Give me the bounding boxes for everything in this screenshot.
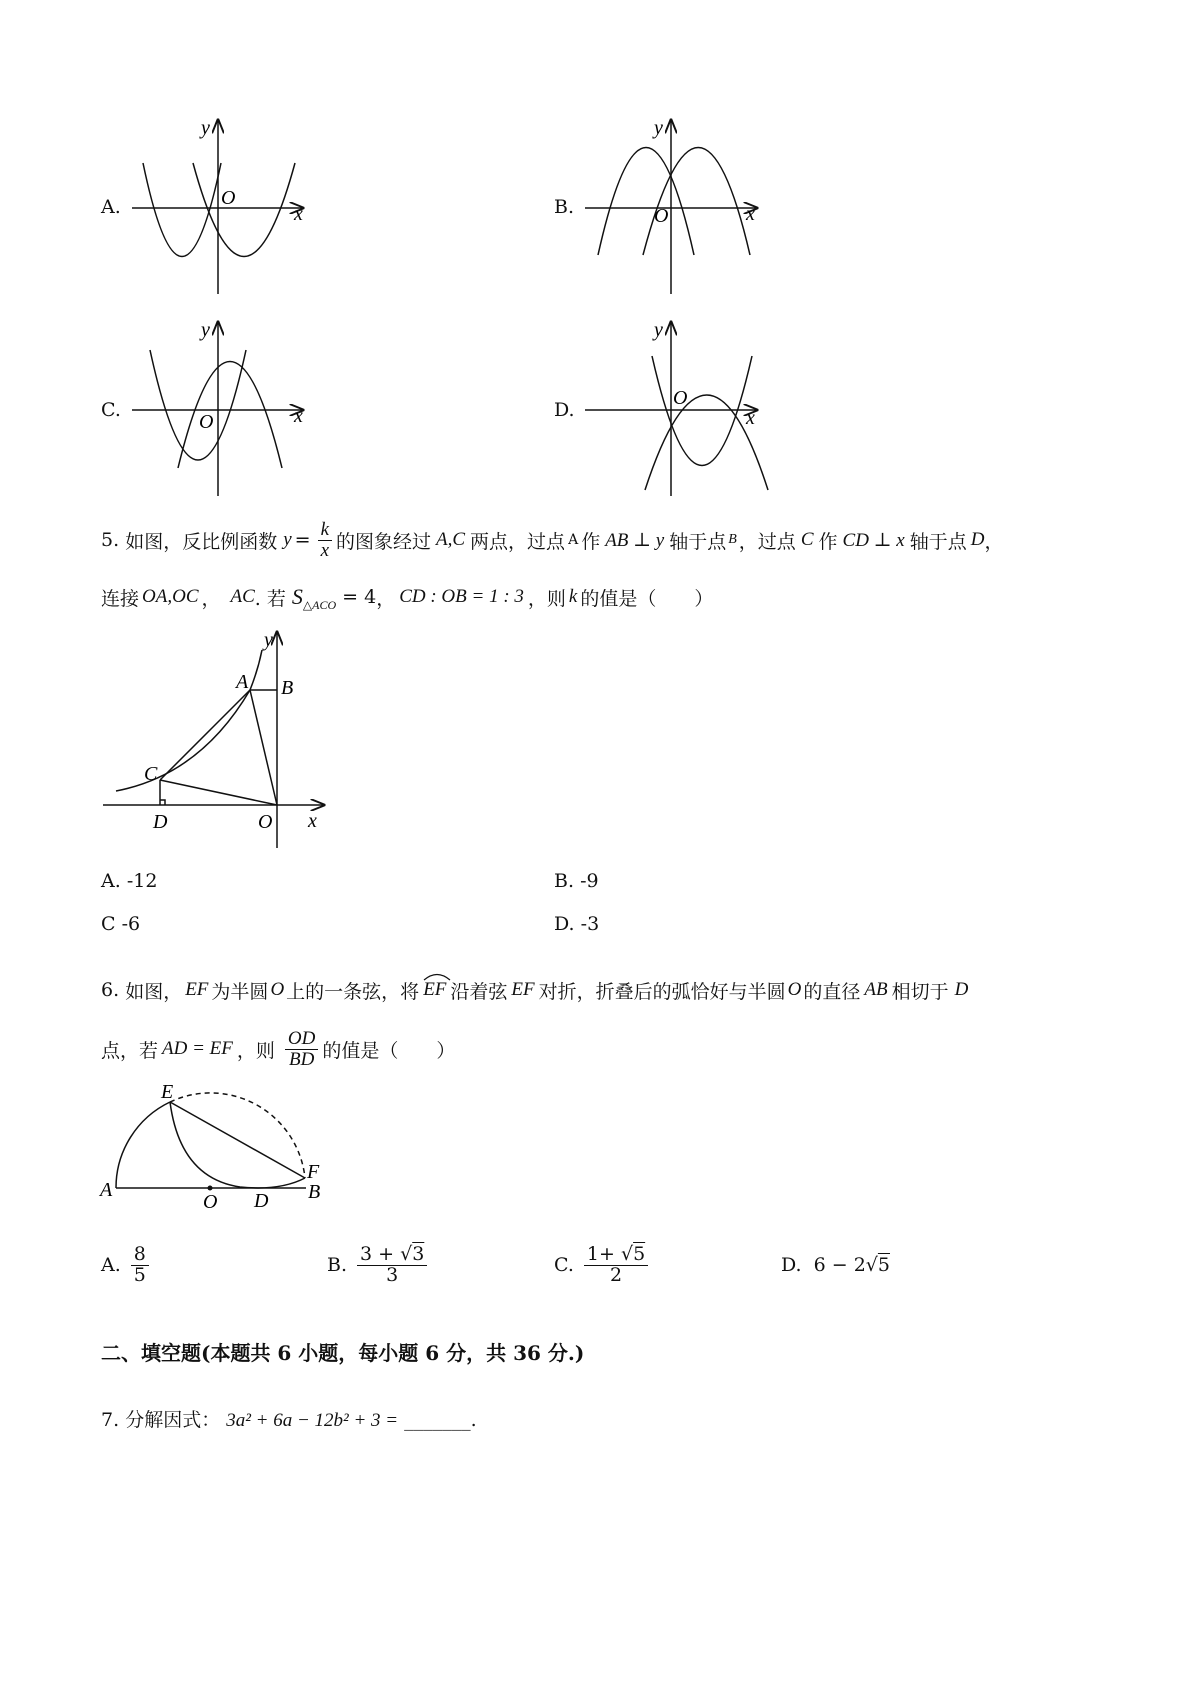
q5-point-c: C <box>800 529 814 550</box>
q5-ac: AC <box>230 586 255 607</box>
q6-label-f: F <box>307 1161 320 1183</box>
q4c-y: y <box>201 319 210 341</box>
q5-eq-y: y <box>283 529 292 550</box>
q7-expression: 3a² + 6a − 12b² + 3 = <box>226 1410 399 1431</box>
q6-text-1: 如图， <box>125 980 183 1003</box>
q6-center-dot <box>208 1186 213 1191</box>
q6-option-c-num <box>584 1242 648 1266</box>
q6-option-b-num-rad: 3 <box>412 1242 425 1265</box>
q6-option-d-rad: 5 <box>877 1254 890 1276</box>
q6-label-b: B <box>308 1181 321 1203</box>
q7-line <box>101 1405 477 1432</box>
q6-ab: AB <box>864 979 888 1000</box>
parabola-up <box>150 350 246 460</box>
q6-option-a-den: 5 <box>133 1263 146 1286</box>
q5-l2-text-5: ，则 <box>527 587 566 610</box>
q6-option-a-frac <box>131 1242 149 1286</box>
q5-ab-perp: AB ⊥ y <box>605 529 665 551</box>
q6-text-7: 相切于 <box>891 980 949 1003</box>
q6-chord-ef <box>170 1102 305 1178</box>
q6-option-a-label: A. <box>101 1254 121 1276</box>
q5-option-b-value: -9 <box>580 870 599 892</box>
q6-option-b-frac <box>357 1242 427 1286</box>
q5-l2-text-2: ， <box>201 587 221 610</box>
q5-line2 <box>101 582 713 612</box>
q5-label-c: C <box>144 763 158 785</box>
q5-option-d-value: -3 <box>580 913 600 935</box>
q5-frac-num: k <box>318 520 332 541</box>
q6-frac-den: BD <box>288 1048 315 1070</box>
q5-cd-perp: CD ⊥ x <box>842 529 905 551</box>
parabola-down <box>178 362 282 469</box>
q5-option-a[interactable] <box>101 870 157 892</box>
q6-ef2: EF <box>511 979 535 1000</box>
q5-option-c-label: C <box>101 913 116 935</box>
q6-d: D <box>954 979 969 1000</box>
q7-end: . <box>470 1409 477 1431</box>
q4-graph-c <box>132 322 303 496</box>
q6-text-2: 为半圆 <box>211 980 269 1003</box>
q6-folded-arc <box>170 1102 305 1188</box>
q6-text-3: 上的一条弦，将 <box>286 980 420 1003</box>
q6-option-b-num <box>357 1242 427 1266</box>
q5-point-a-small: A <box>568 532 579 548</box>
q6-ad-ef: AD = EF <box>162 1038 233 1059</box>
q6-option-d-pre: 6 − 2√ <box>813 1254 878 1276</box>
q5-k-var: k <box>568 586 578 607</box>
q5-text-3: 两点，过点 <box>470 530 566 553</box>
arc-symbol-icon <box>423 973 451 981</box>
q6-option-b-label: B. <box>327 1254 348 1276</box>
q6-ef: EF <box>185 979 209 1000</box>
q4-graph-a <box>132 120 303 294</box>
q6-option-b-den: 3 <box>386 1263 399 1286</box>
parabola-left <box>598 148 694 256</box>
q6-option-c[interactable] <box>554 1237 652 1293</box>
q4a-x: x <box>294 203 303 225</box>
q6-fraction <box>285 1029 318 1070</box>
q5-text-4: 作 <box>581 530 601 553</box>
q6-label-e: E <box>161 1081 174 1103</box>
q4d-y: y <box>654 319 663 341</box>
q5-eq-equals: = <box>294 529 311 551</box>
q5-text-7: 作 <box>818 530 838 553</box>
q6-option-d-value <box>814 1254 890 1276</box>
q6-option-a-num: 8 <box>131 1245 149 1266</box>
q6-option-c-label: C. <box>554 1254 574 1276</box>
parabola-left <box>143 163 221 257</box>
q6-frac-num: OD <box>285 1029 318 1050</box>
q4-graph-b <box>585 120 757 294</box>
q5-area-sub: △ACO <box>302 597 337 612</box>
q6-text-4: 沿着弦 <box>450 980 508 1003</box>
q6-option-d-label: D. <box>781 1254 802 1276</box>
q4a-o: O <box>221 187 236 209</box>
q6-option-b-num-pre: 3 + √ <box>360 1242 413 1265</box>
q6-text-6: 的直径 <box>803 980 861 1003</box>
q5-frac-den: x <box>320 539 329 561</box>
q6-semicircle-arc <box>116 1102 170 1188</box>
q4-graphs <box>0 0 1200 520</box>
parabola-right <box>643 148 750 256</box>
q5-segment-ac <box>160 690 250 780</box>
q5-segment-ao <box>250 690 277 805</box>
q5-fraction <box>318 520 332 561</box>
q5-label-o: O <box>258 811 273 833</box>
q6-option-b[interactable] <box>327 1237 431 1293</box>
q5-label-b: B <box>281 677 294 699</box>
q6-folded-away-arc <box>170 1093 305 1178</box>
q4-option-c-label: C. <box>101 399 121 421</box>
q5-text-5: 轴于点 <box>669 530 727 553</box>
q5-segment-co <box>160 780 277 805</box>
q5-option-a-label: A. <box>101 870 121 892</box>
q5-option-c[interactable] <box>101 913 140 935</box>
q5-l2-text-3: . 若 <box>254 587 286 610</box>
q4-graph-d <box>585 322 768 496</box>
q4a-y: y <box>201 117 210 139</box>
q4-option-b-label: B. <box>554 196 575 218</box>
q6-figure <box>0 1080 400 1220</box>
q6-label-d: D <box>254 1190 269 1212</box>
q5-line1 <box>101 520 1003 560</box>
q6-o1: O <box>270 979 285 1000</box>
q6-label-o: O <box>203 1191 218 1213</box>
q4-option-a-label: A. <box>101 196 121 218</box>
q6-line2 <box>101 1022 455 1076</box>
q5-oa-oc: OA,OC <box>142 586 199 607</box>
parabola-right <box>193 163 295 257</box>
q5-text-2: 的图象经过 <box>336 530 432 553</box>
q5-ratio: CD : OB = 1 : 3 <box>399 586 524 607</box>
q5-l2-text-6: 的值是（ ） <box>580 587 714 610</box>
q4d-o: O <box>673 387 688 409</box>
q6-l2-text-3: 的值是（ ） <box>322 1039 456 1062</box>
q5-text-6: ，过点 <box>738 530 796 553</box>
q4c-x: x <box>294 405 303 427</box>
q6-option-c-den: 2 <box>609 1263 623 1286</box>
q5-points-ac: A,C <box>436 529 466 550</box>
q4-option-d-label: D. <box>554 399 575 421</box>
section-2-title: 二、填空题(本题共 6 小题，每小题 6 分，共 36 分.) <box>101 1341 585 1365</box>
q5-option-c-value: -6 <box>121 913 141 935</box>
q5-option-a-value: -12 <box>126 870 158 892</box>
q6-arc-ef <box>423 979 446 1001</box>
q6-option-c-num-rad: 5 <box>633 1242 646 1265</box>
q5-label-y: y <box>264 629 273 651</box>
q6-option-c-frac <box>584 1242 648 1286</box>
q5-option-b[interactable] <box>554 870 599 892</box>
q4b-o: O <box>654 205 669 227</box>
q4b-x: x <box>746 203 755 225</box>
q5-option-b-label: B. <box>554 870 575 892</box>
q5-point-d: D <box>970 529 985 550</box>
q4c-o: O <box>199 411 214 433</box>
q5-number: 5. <box>101 529 120 551</box>
q6-arc-ef-text: EF <box>423 979 447 1000</box>
q5-l2-text-1: 连接 <box>101 587 140 610</box>
q6-text-5: 对折，折叠后的弧恰好与半圆 <box>538 980 786 1003</box>
q5-label-a: A <box>236 671 249 693</box>
q4b-y: y <box>654 117 663 139</box>
q7-prefix: 分解因式： <box>125 1409 221 1431</box>
q6-option-a[interactable] <box>101 1237 153 1293</box>
q6-line1 <box>101 976 968 1004</box>
q5-option-d[interactable] <box>554 913 599 935</box>
q6-l2-text-1: 点，若 <box>101 1039 159 1062</box>
q6-o2: O <box>787 979 802 1000</box>
q6-label-a: A <box>100 1179 113 1201</box>
q6-option-d[interactable] <box>781 1237 890 1293</box>
q5-label-d: D <box>153 811 168 833</box>
q7-number: 7. <box>101 1409 120 1431</box>
q6-l2-text-2: ，则 <box>236 1039 275 1062</box>
q6-number: 6. <box>101 979 120 1001</box>
q5-text-9: ， <box>984 530 1004 553</box>
q5-area-s: S <box>291 584 303 609</box>
q4d-x: x <box>746 407 755 429</box>
q7-answer-blank[interactable]: _______ <box>404 1409 471 1431</box>
q6-option-c-num-pre: 1+ √ <box>586 1242 634 1265</box>
q5-l2-text-4: ， <box>376 587 396 610</box>
q5-option-d-label: D. <box>554 913 575 935</box>
q5-text-8: 轴于点 <box>909 530 967 553</box>
q5-text-1: 如图，反比例函数 <box>125 530 278 553</box>
q5-label-x: x <box>308 810 317 832</box>
q5-figure <box>0 620 400 860</box>
q5-area-val: = 4 <box>342 586 377 608</box>
q5-point-b-small: B <box>728 532 737 547</box>
